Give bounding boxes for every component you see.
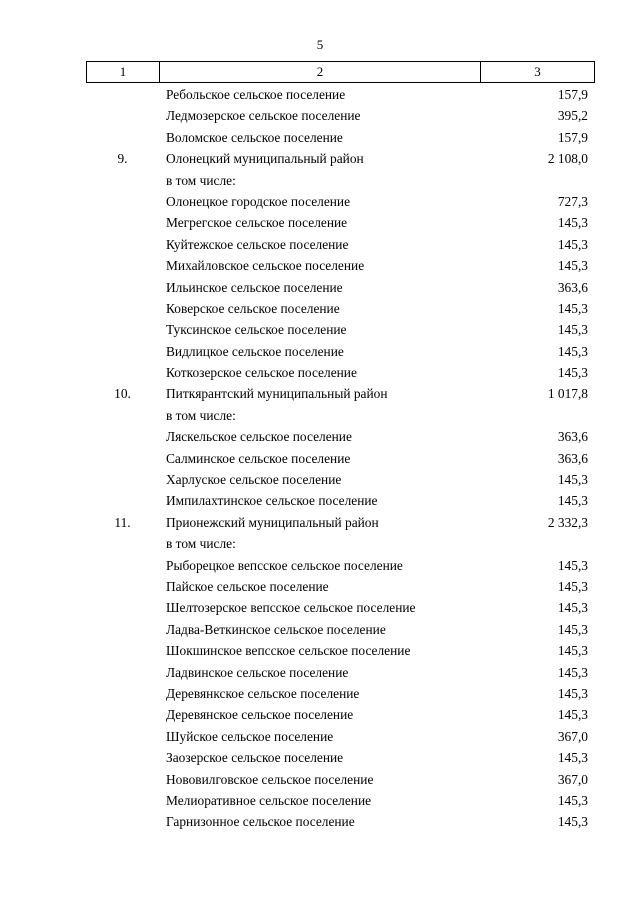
- row-name: Коверское сельское поселение: [166, 300, 340, 316]
- row-value: 727,3: [557, 193, 588, 209]
- row-name: в том числе:: [166, 407, 236, 423]
- row-name: Импилахтинское сельское поселение: [166, 493, 378, 509]
- row-value: 145,3: [557, 578, 588, 594]
- row-name: Ребольское сельское поселение: [166, 87, 346, 102]
- table-header: [86, 61, 595, 83]
- table-row: [86, 148, 594, 169]
- table-row: [86, 811, 594, 832]
- row-value: 395,2: [557, 108, 588, 124]
- row-number: 11.: [114, 514, 131, 530]
- row-name: Мелиоративное сельское поселение: [166, 792, 372, 808]
- row-name: в том числе:: [166, 536, 236, 552]
- row-name: Шокшинское вепсское сельское поселение: [166, 643, 411, 659]
- table-row: [86, 490, 594, 511]
- row-name: Деревянское сельское поселение: [166, 707, 354, 723]
- row-name: Ладвинское сельское поселение: [166, 664, 349, 680]
- page-number: 5: [316, 37, 324, 52]
- row-name: Куйтежское сельское поселение: [166, 236, 349, 252]
- table-row: [86, 619, 594, 640]
- row-value: 145,3: [557, 215, 588, 231]
- row-name: Пайское сельское поселение: [166, 578, 329, 594]
- row-name: Шуйское сельское поселение: [166, 728, 334, 744]
- row-name: Туксинское сельское поселение: [166, 322, 347, 338]
- table-row: [86, 683, 594, 704]
- row-value: 157,9: [557, 129, 588, 145]
- row-value: 145,3: [557, 472, 588, 488]
- row-value: 145,3: [557, 365, 588, 381]
- row-value: 145,3: [557, 685, 588, 701]
- table-row: [86, 298, 594, 319]
- row-value: 145,3: [557, 664, 588, 680]
- row-name: Ляскельское сельское поселение: [166, 429, 352, 445]
- row-value: 145,3: [557, 792, 588, 808]
- table-row: [86, 662, 594, 683]
- row-value: 145,3: [557, 300, 588, 316]
- row-value: 1 017,8: [547, 386, 588, 402]
- row-name: Салминское сельское поселение: [166, 450, 351, 466]
- row-name: Гарнизонное сельское поселение: [166, 814, 355, 830]
- table-row: [86, 448, 594, 469]
- row-number: 9.: [117, 151, 128, 167]
- row-name: Воломское сельское поселение: [166, 129, 343, 145]
- table-row: [86, 84, 594, 105]
- row-value: 363,6: [557, 279, 588, 295]
- row-name: Нововилговское сельское поселение: [166, 771, 374, 787]
- table-row: [86, 597, 594, 618]
- row-value: 145,3: [557, 557, 588, 573]
- header-col-3: 3: [481, 62, 595, 83]
- table-row: [86, 341, 594, 362]
- table-row: [86, 512, 594, 533]
- row-value: 363,6: [557, 429, 588, 445]
- row-value: 145,3: [557, 814, 588, 830]
- row-value: 367,0: [557, 728, 588, 744]
- row-name: Рыборецкое вепсское сельское поселение: [166, 557, 403, 573]
- table-row: [86, 747, 594, 768]
- table-row: [86, 555, 594, 576]
- row-number: 10.: [114, 386, 131, 402]
- table-row: [86, 255, 594, 276]
- row-name: Ильинское сельское поселение: [166, 279, 343, 295]
- table-row: [86, 469, 594, 490]
- table-row: [86, 383, 594, 404]
- table-row: [86, 319, 594, 340]
- row-name: Коткозерское сельское поселение: [166, 365, 357, 381]
- table-row: [86, 704, 594, 725]
- row-value: 145,3: [557, 322, 588, 338]
- table-row: [86, 726, 594, 747]
- row-name: Мегрегское сельское поселение: [166, 215, 348, 231]
- table-row: [86, 405, 594, 426]
- row-value: 145,3: [557, 750, 588, 766]
- row-name: Прионежский муниципальный район: [166, 514, 379, 530]
- table-row: [86, 234, 594, 255]
- table-row: [86, 640, 594, 661]
- row-name: Ледмозерское сельское поселение: [166, 108, 361, 124]
- row-value: 145,3: [557, 258, 588, 274]
- row-name: Шелтозерское вепсское сельское поселение: [166, 600, 416, 616]
- table-row: [86, 191, 594, 212]
- header-col-2: 2: [160, 62, 481, 83]
- table-row: [86, 576, 594, 597]
- row-value: 363,6: [557, 450, 588, 466]
- row-value: 2 332,3: [547, 514, 588, 530]
- table-row: [86, 533, 594, 554]
- table-row: [86, 362, 594, 383]
- row-name: Видлицкое сельское поселение: [166, 343, 344, 359]
- header-col-1: 1: [87, 62, 160, 83]
- table-row: [86, 212, 594, 233]
- table-row: [86, 105, 594, 126]
- row-value: 145,3: [557, 621, 588, 637]
- row-name: Михайловское сельское поселение: [166, 258, 365, 274]
- row-value: 145,3: [557, 493, 588, 509]
- row-name: в том числе:: [166, 172, 236, 188]
- table-row: [86, 170, 594, 191]
- row-value: 145,3: [557, 707, 588, 723]
- row-value: 145,3: [557, 236, 588, 252]
- table-row: [86, 790, 594, 811]
- row-value: 367,0: [557, 771, 588, 787]
- row-name: Харлуское сельское поселение: [166, 472, 342, 488]
- row-name: Заозерское сельское поселение: [166, 750, 344, 766]
- table-row: [86, 426, 594, 447]
- table-body: [86, 84, 594, 833]
- row-name: Олонецкий муниципальный район: [166, 151, 364, 167]
- table-row: [86, 127, 594, 148]
- row-name: Деревянкское сельское поселение: [166, 685, 360, 701]
- row-name: Питкярантский муниципальный район: [166, 386, 388, 402]
- row-value: 157,9: [557, 87, 588, 102]
- row-name: Ладва-Веткинское сельское поселение: [166, 621, 386, 637]
- row-value: 2 108,0: [547, 151, 588, 167]
- row-value: 145,3: [557, 343, 588, 359]
- table-row: [86, 769, 594, 790]
- row-value: 145,3: [557, 643, 588, 659]
- row-name: Олонецкое городское поселение: [166, 193, 351, 209]
- table-row: [86, 277, 594, 298]
- row-value: 145,3: [557, 600, 588, 616]
